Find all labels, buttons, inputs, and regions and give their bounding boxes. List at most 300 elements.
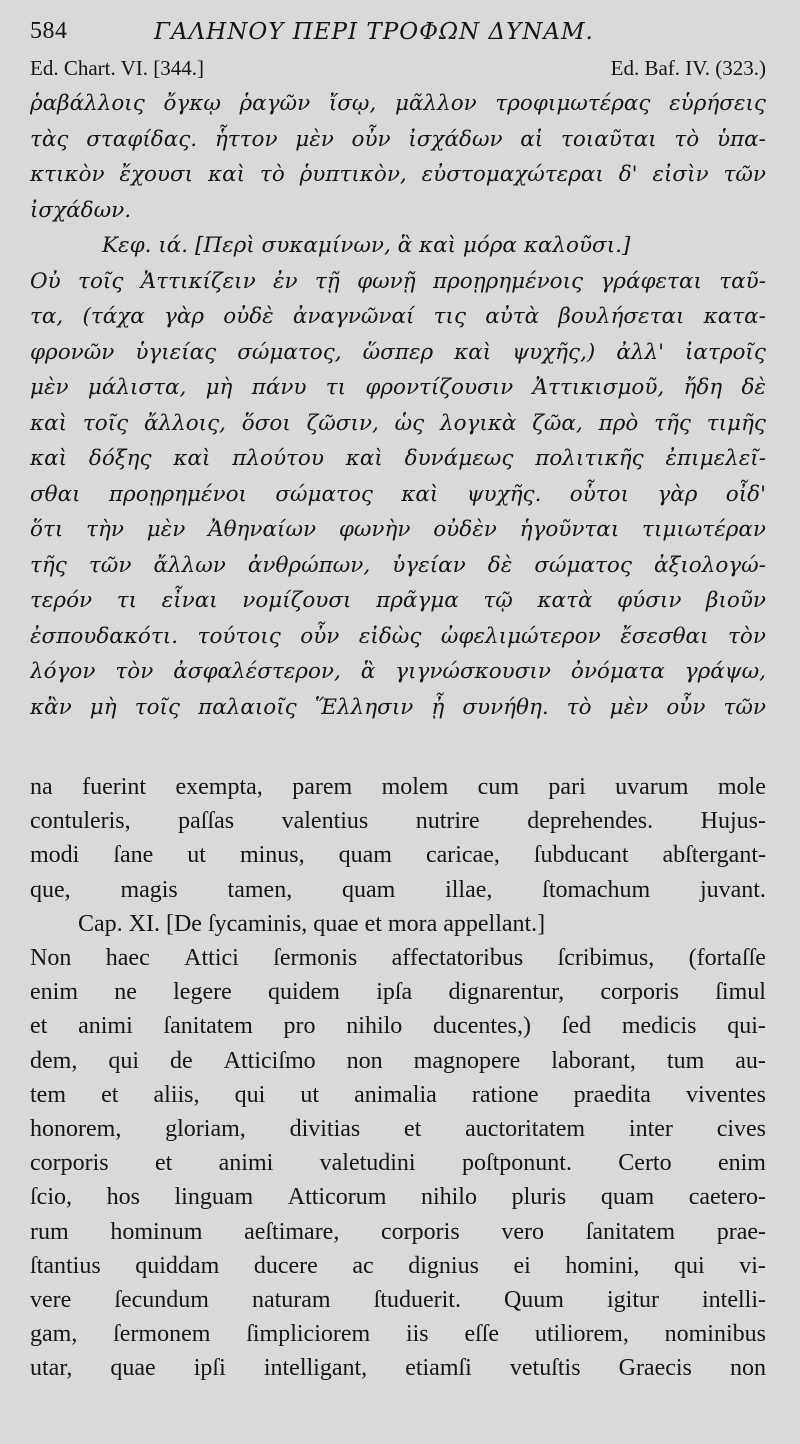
word-token: intelli- — [702, 1287, 766, 1314]
word-token: deprehendes. — [527, 808, 654, 835]
word-token: quidem — [267, 979, 340, 1006]
word-token: ducentes,) — [433, 1013, 532, 1040]
word-token: dignarentur, — [448, 979, 565, 1006]
greek-line: ἰσχάδων. — [30, 197, 132, 223]
word-token: animi — [78, 1013, 133, 1040]
word-token: que, — [30, 876, 71, 903]
edition-basel-reference: Ed. Baf. IV. (323.) — [610, 56, 766, 80]
word-token: utar, — [30, 1355, 73, 1382]
word-token: pro — [283, 1013, 316, 1040]
word-token: τὸ — [566, 694, 592, 720]
word-token: fuerint — [82, 774, 147, 800]
word-token: auctoritatem — [465, 1116, 586, 1143]
word-token: ῥαβάλλοις — [30, 91, 145, 116]
word-token: magis — [120, 876, 178, 903]
greek-text-block — [30, 86, 766, 725]
greek-line — [30, 157, 766, 193]
latin-line — [30, 1215, 766, 1249]
word-token: τῶν — [723, 694, 766, 720]
word-token: qui — [108, 1047, 139, 1074]
word-token: Ἀθηναίων — [208, 517, 317, 542]
word-token: eſſe — [464, 1321, 500, 1348]
word-token: δ' — [618, 162, 638, 187]
greek-chapter-heading: Κεφ. ιά. [Περὶ συκαμίνων, ἃ καὶ μόρα καλοῦσι.] — [102, 233, 631, 258]
word-token: σώματος, — [237, 339, 342, 365]
latin-line — [30, 1180, 766, 1214]
word-token: τὴν — [86, 517, 124, 542]
word-token: corporis — [381, 1218, 460, 1245]
word-token: corporis — [30, 1150, 109, 1177]
word-token: σώματος — [275, 481, 373, 507]
word-token: animi — [218, 1150, 274, 1177]
word-token: homini, — [565, 1252, 640, 1279]
word-token: (fortaſſe — [688, 945, 766, 972]
word-token: ne — [114, 979, 137, 1006]
word-token: κατὰ — [537, 588, 593, 613]
word-token: σώματος — [534, 552, 632, 578]
word-token: φροντίζουσιν — [365, 375, 514, 400]
word-token: καὶ — [30, 446, 68, 471]
latin-line — [30, 1146, 766, 1180]
word-token: ſtuduerit. — [373, 1287, 461, 1314]
word-token: ὑπα- — [716, 126, 766, 152]
word-token: τα, — [30, 304, 64, 329]
word-token: Ἀττικίζειν — [140, 268, 256, 294]
word-token: εἰδὼς — [358, 623, 422, 649]
word-token: ſimul — [715, 979, 766, 1006]
word-token: ſtantius — [30, 1252, 101, 1279]
word-token: corporis — [600, 979, 680, 1006]
word-token: naturam — [251, 1287, 331, 1314]
word-token: hos — [106, 1184, 140, 1211]
greek-line — [30, 619, 766, 655]
word-token: τιμῆς — [706, 410, 766, 436]
word-token: Ἀττικισμοῦ, — [532, 375, 665, 400]
word-token: τοῖς — [82, 410, 129, 436]
word-token: ei — [513, 1252, 531, 1279]
word-token: τοιαῦται — [560, 126, 657, 152]
word-token: ſanitatem — [163, 1013, 253, 1040]
word-token: ὑγείαν — [392, 552, 466, 578]
word-token: valentius — [281, 808, 369, 835]
word-token: inter — [628, 1116, 673, 1143]
word-token: valetudini — [319, 1150, 416, 1177]
word-token: ἀσφαλέστερον, — [173, 659, 341, 684]
word-token: οὖν — [666, 694, 706, 720]
word-token: qui- — [727, 1013, 766, 1040]
word-token: γὰρ — [657, 481, 698, 507]
latin-line — [30, 1009, 766, 1043]
word-token: non — [729, 1355, 766, 1382]
word-token: γράφεται — [600, 268, 702, 294]
word-token: μὲν — [295, 126, 334, 152]
word-token: τι — [325, 375, 347, 400]
word-token: μὴ — [205, 375, 233, 400]
greek-line — [30, 406, 766, 442]
word-token: ut — [187, 842, 206, 869]
word-token: ἔσεσθαι — [620, 623, 709, 649]
word-token: quam — [341, 876, 396, 903]
word-token: nihilo — [420, 1184, 477, 1211]
word-token: τῆς — [654, 410, 691, 436]
word-token: viventes — [686, 1081, 766, 1108]
word-token: tamen, — [227, 876, 293, 903]
word-token: γὰρ — [163, 304, 204, 329]
word-token: dignius — [408, 1252, 479, 1279]
word-token: κἂν — [30, 694, 72, 720]
word-token: ὀνόματα — [570, 659, 665, 684]
word-token: καὶ — [345, 446, 383, 471]
word-token: aliis, — [153, 1081, 200, 1108]
word-token: βουλήσεται — [558, 304, 685, 329]
word-token: καὶ — [30, 410, 68, 436]
word-token: ῥυπτικὸν, — [299, 162, 407, 187]
word-token: au- — [735, 1047, 766, 1074]
word-token: gloriam, — [165, 1116, 246, 1143]
page-number: 584 — [30, 18, 68, 44]
word-token: quiddam — [135, 1252, 220, 1279]
word-token: ipſa — [376, 979, 413, 1006]
word-token: et — [30, 1013, 48, 1040]
word-token: οὐδὲν — [433, 517, 497, 542]
latin-line — [30, 1078, 766, 1112]
word-token: non — [346, 1047, 383, 1074]
word-token: ζῶα, — [532, 410, 583, 436]
word-token: τὸν — [115, 659, 154, 684]
word-token: τῶν — [88, 552, 132, 578]
word-token: enim — [30, 979, 78, 1006]
word-token: quae — [110, 1355, 156, 1382]
word-token: Hujus- — [700, 808, 766, 835]
word-token: qui — [674, 1252, 705, 1279]
word-token: τοῖς — [134, 694, 180, 720]
word-token: enim — [717, 1150, 766, 1177]
word-token: ἴσῳ, — [328, 91, 377, 116]
word-token: τῆς — [30, 552, 67, 578]
word-token: ζῶσιν, — [306, 410, 379, 436]
word-token: μὲν — [30, 375, 69, 400]
word-token: ducere — [253, 1252, 318, 1279]
word-token: γράψω, — [684, 659, 766, 684]
word-token: τῇ — [314, 268, 340, 294]
word-token: Atticorum — [287, 1184, 387, 1211]
word-token: ſane — [113, 842, 154, 869]
word-token: οὐδὲ — [223, 304, 274, 329]
edition-chart-reference: Ed. Chart. VI. [344.] — [30, 56, 204, 80]
word-token: ἐσπουδακότι. — [30, 623, 179, 649]
latin-chapter-heading: Cap. XI. [De ſycaminis, quae et mora appellant.] — [78, 910, 546, 937]
word-token: rum — [30, 1218, 69, 1245]
word-token: φωνῇ — [357, 268, 416, 294]
word-token: etiamſi — [405, 1355, 472, 1382]
word-token: praedita — [573, 1081, 651, 1108]
word-token: ſanitatem — [585, 1218, 676, 1245]
word-token: ὅσοι — [241, 410, 291, 436]
word-token: ὅτι — [30, 517, 64, 542]
word-token: abſtergant- — [662, 842, 766, 869]
word-token: ἀξιολογώ- — [653, 552, 766, 578]
word-token: σταφίδας. — [86, 126, 198, 152]
word-token: ὄγκῳ — [163, 91, 221, 116]
word-token: hominum — [110, 1218, 203, 1245]
word-token: minus, — [239, 842, 305, 869]
latin-line — [30, 1112, 766, 1146]
word-token: modi — [30, 842, 80, 869]
word-token: Quum — [503, 1287, 564, 1314]
word-token: τι — [116, 588, 138, 613]
word-token: ἃ — [360, 659, 376, 684]
greek-line — [30, 86, 766, 122]
word-token: λογικὰ — [439, 410, 517, 436]
word-token: ἰσχάδων — [408, 126, 503, 152]
latin-line — [30, 770, 766, 804]
latin-line — [30, 838, 766, 872]
word-token: ſubducant — [533, 842, 629, 869]
word-token: καὶ — [173, 446, 211, 471]
word-token: ſecundum — [114, 1287, 209, 1314]
word-token: ac — [352, 1252, 374, 1279]
word-token: intelligant, — [263, 1355, 368, 1382]
word-token: ut — [300, 1081, 320, 1108]
word-token: τὸ — [259, 162, 285, 187]
word-token: ῥαγῶν — [239, 91, 311, 116]
word-token: ſermonem — [113, 1321, 211, 1348]
word-token: ἀναγνῶναί — [292, 304, 415, 329]
word-token: αἱ — [520, 126, 544, 152]
word-token: ἀλλ' — [616, 339, 664, 365]
word-token: προῃρημένοι — [108, 481, 247, 507]
word-token: μὲν — [146, 517, 186, 542]
latin-line — [30, 941, 766, 975]
word-token: καὶ — [401, 481, 439, 507]
word-token: laborant, — [551, 1047, 636, 1074]
word-token: τιμιωτέραν — [642, 517, 766, 542]
word-token: πολιτικῆς — [535, 446, 644, 471]
word-token: τὰς — [30, 126, 69, 152]
word-token: τερόν — [30, 588, 93, 613]
word-token: et — [154, 1150, 173, 1177]
word-token: μὴ — [89, 694, 117, 720]
word-token: gam, — [30, 1321, 78, 1348]
word-token: αὐτὰ — [485, 304, 540, 329]
word-token: ὡς — [394, 410, 425, 436]
word-token: τῶν — [723, 162, 766, 187]
word-token: δὲ — [487, 552, 513, 578]
word-token: (τάχα — [82, 304, 145, 329]
greek-line — [30, 441, 766, 477]
word-token: honorem, — [30, 1116, 122, 1143]
word-token: εἶναι — [161, 588, 218, 613]
word-token: quam — [338, 842, 392, 869]
latin-text-block — [30, 770, 766, 1386]
word-token: de — [170, 1047, 193, 1074]
latin-line — [30, 1317, 766, 1351]
word-token: vi- — [739, 1252, 766, 1279]
word-token: ὠφελιμώτερον — [440, 623, 601, 649]
word-token: εὐστομαχώτεραι — [421, 162, 604, 187]
word-token: σθαι — [30, 481, 81, 507]
word-token: ἔχουσι — [119, 162, 194, 187]
word-token: ἧττον — [214, 126, 278, 152]
word-token: qui — [234, 1081, 266, 1108]
word-token: caricae, — [425, 842, 500, 869]
word-token: affectatoribus — [391, 945, 524, 972]
word-token: Οὐ — [30, 268, 61, 294]
word-token: tem — [30, 1081, 66, 1108]
word-token: οὖν — [300, 623, 340, 649]
word-token: ψυχῆς,) — [512, 339, 596, 365]
running-title: ΓΑΛΗΝΟΥ ΠΕΡΙ ΤΡΟΦΩΝ ΔΥΝΑΜ. — [154, 19, 594, 45]
page-header — [30, 18, 766, 52]
word-token: ſcribimus, — [557, 945, 655, 972]
word-token: ἐν — [273, 268, 298, 294]
word-token: quam — [600, 1184, 655, 1211]
word-token: dem, — [30, 1047, 78, 1074]
word-token: illae, — [445, 876, 493, 903]
word-token: ὑγιείας — [135, 339, 217, 365]
word-token: ταῦ- — [719, 268, 766, 294]
word-token: συνήθη. — [462, 694, 549, 720]
word-token: οὖν — [351, 126, 391, 152]
word-token: ſcio, — [30, 1184, 72, 1211]
word-token: πρὸ — [598, 410, 639, 436]
word-token: paſſas — [178, 808, 235, 835]
word-token: iis — [405, 1321, 429, 1348]
word-token: οἶδ' — [725, 481, 766, 507]
greek-line — [30, 335, 766, 371]
word-token: βιοῦν — [706, 588, 766, 613]
greek-line — [30, 654, 766, 690]
word-token: Atticiſmo — [223, 1047, 316, 1074]
greek-line — [30, 583, 766, 619]
word-token: Non — [30, 945, 72, 972]
word-token: ἤδη — [683, 375, 723, 400]
word-token: καὶ — [207, 162, 246, 187]
word-token: μὲν — [609, 694, 649, 720]
word-token: haec — [105, 945, 150, 972]
word-token: γιγνώσκουσιν — [395, 659, 551, 684]
word-token: τροφιμωτέρας — [495, 91, 651, 116]
word-token: νομίζουσι — [242, 588, 352, 613]
word-token: poſtponunt. — [461, 1150, 572, 1177]
word-token: aeſtimare, — [244, 1218, 340, 1245]
word-token: φωνὴν — [338, 517, 411, 542]
greek-line — [30, 370, 766, 406]
word-token: contuleris, — [30, 808, 131, 835]
word-token: καὶ — [454, 339, 492, 365]
word-token: nutrire — [415, 808, 480, 835]
word-token: exempta, — [175, 774, 263, 800]
word-token: animalia — [354, 1081, 437, 1108]
word-token: Graecis — [618, 1355, 692, 1382]
word-token: ſimpliciorem — [246, 1321, 371, 1348]
edition-references — [30, 56, 766, 86]
latin-line — [30, 975, 766, 1009]
word-token: ratione — [471, 1081, 539, 1108]
word-token: igitur — [606, 1287, 659, 1314]
word-token: κατα- — [703, 304, 766, 329]
word-token: linguam — [174, 1184, 254, 1211]
word-token: ἰατροῖς — [685, 339, 766, 365]
word-token: medicis — [621, 1013, 697, 1040]
latin-line — [30, 804, 766, 838]
word-token: τὸ — [674, 126, 700, 152]
latin-line — [30, 1283, 766, 1317]
word-token: ſtomachum — [542, 876, 651, 903]
word-token: οὗτοι — [569, 481, 630, 507]
word-token: ἡγοῦνται — [519, 517, 620, 542]
word-token: Ἕλλησιν — [314, 694, 414, 720]
word-token: divitias — [289, 1116, 361, 1143]
word-token: ἐπιμελεῖ- — [665, 446, 766, 471]
word-token: cives — [716, 1116, 766, 1143]
word-token: legere — [173, 979, 232, 1006]
latin-line — [30, 873, 766, 907]
greek-line — [30, 264, 766, 300]
latin-line — [30, 1351, 766, 1385]
word-token: μάλιστα, — [87, 375, 187, 400]
word-token: ὥσπερ — [362, 339, 434, 365]
word-token: molem — [381, 774, 449, 800]
word-token: τὸν — [728, 623, 766, 649]
latin-line — [30, 1044, 766, 1078]
word-token: juvant. — [699, 876, 766, 903]
word-token: cum — [477, 774, 519, 800]
word-token: nominibus — [664, 1321, 766, 1348]
word-token: τις — [433, 304, 467, 329]
word-token: vetuſtis — [509, 1355, 581, 1382]
word-token: μᾶλλον — [394, 91, 477, 116]
word-token: Attici — [184, 945, 239, 972]
word-token: ipſi — [193, 1355, 226, 1382]
word-token: τοῖς — [78, 268, 124, 294]
word-token: δὲ — [741, 375, 766, 400]
word-token: et — [101, 1081, 119, 1108]
word-token: magnopere — [413, 1047, 521, 1074]
greek-line — [30, 690, 766, 726]
word-token: parem — [292, 774, 353, 800]
word-token: πρᾶγμα — [376, 588, 459, 613]
word-token: na — [30, 774, 53, 800]
word-token: τούτοις — [197, 623, 281, 649]
word-token: δόξης — [88, 446, 152, 471]
word-token: vere — [30, 1287, 72, 1314]
greek-line — [30, 122, 766, 158]
word-token: ψυχῆς. — [466, 481, 542, 507]
word-token: κτικὸν — [30, 162, 105, 187]
greek-line — [30, 548, 766, 584]
word-token: pari — [548, 774, 586, 800]
word-token: εἰσὶν — [652, 162, 709, 187]
word-token: ſermonis — [273, 945, 358, 972]
greek-line — [30, 299, 766, 335]
greek-line — [30, 477, 766, 513]
word-token: nihilo — [346, 1013, 403, 1040]
greek-line — [30, 512, 766, 548]
word-token: ᾖ — [431, 694, 445, 720]
word-token: πλούτου — [232, 446, 324, 471]
word-token: πάνυ — [251, 375, 307, 400]
word-token: προῃρημένοις — [432, 268, 584, 294]
word-token: ἀνθρώπων, — [247, 552, 371, 578]
word-token: mole — [717, 774, 766, 800]
latin-line — [30, 1249, 766, 1283]
word-token: παλαιοῖς — [198, 694, 297, 720]
word-token: Certo — [618, 1150, 672, 1177]
word-token: ἄλλοις, — [143, 410, 226, 436]
word-token: caetero- — [688, 1184, 766, 1211]
word-token: tum — [666, 1047, 705, 1074]
